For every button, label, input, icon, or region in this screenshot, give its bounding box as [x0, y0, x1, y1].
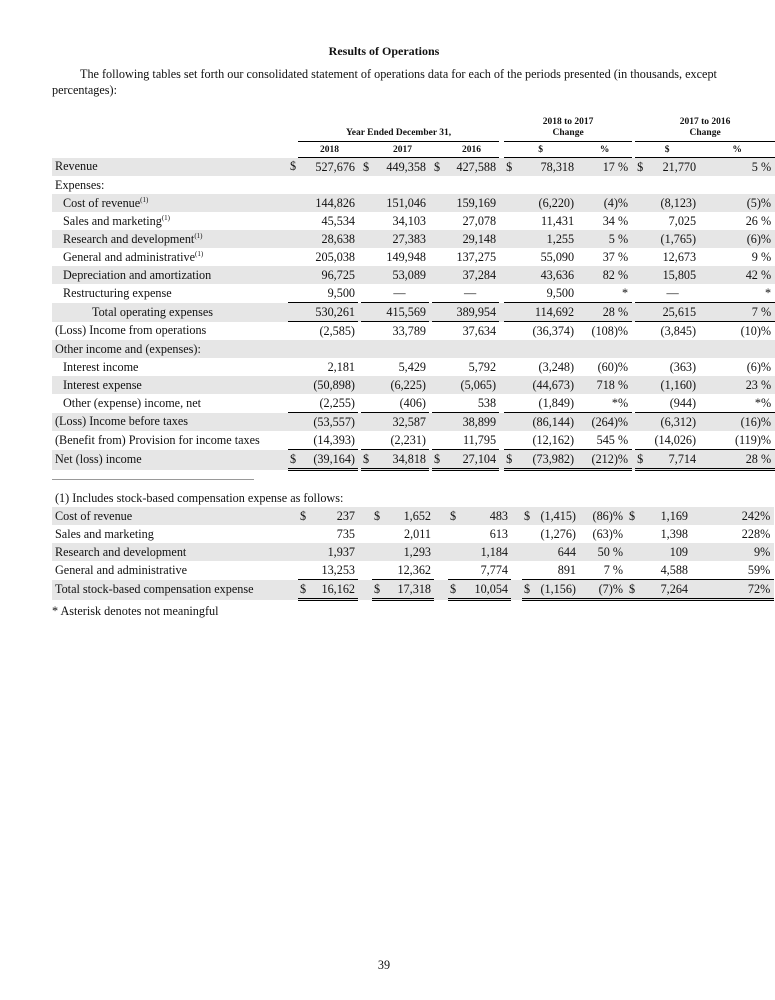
row-label: Expenses: — [55, 177, 105, 192]
change1-dollar: 78,318 — [518, 158, 577, 177]
row-other-income-header — [52, 340, 775, 358]
row-label: Interest income — [63, 359, 139, 374]
row-label: Sales and marketing$^{(1)}$ — [63, 213, 170, 228]
stock-compensation-table — [52, 489, 774, 601]
sbc-row-total: Total stock-based compensation expense $ 16,162 $ 17,318 $ 10,054 $ (1,156) (7)% $ 7,264 72% — [52, 580, 774, 600]
sbc-intro-row — [52, 489, 774, 507]
col-change2-percent: % — [699, 142, 775, 158]
sbc-intro: (1) Includes stock-based compensation expense as follows: — [55, 490, 344, 505]
row-restructuring: Restructuring expense 9,500 — — 9,500 * — * — [52, 284, 775, 303]
row-label: (Benefit from) Provision for income taxes — [55, 432, 260, 447]
row-net-income: Net (loss) income $ (39,164) $ 34,818 $ 27,104 $ (73,982) (212)% $ 7,714 28 % — [52, 450, 775, 470]
col-change1-dollar: $ — [504, 142, 577, 158]
row-label: Depreciation and amortization — [52, 266, 288, 284]
change2-percent: 5 % — [699, 158, 775, 177]
change1-percent: 17 % — [577, 158, 632, 177]
row-general-admin: General and administrative$^{(1)}$ 205,038 149,948 137,275 55,090 37 % 12,673 9 % — [52, 248, 775, 266]
row-label: Net (loss) income — [52, 450, 288, 470]
row-label: Cost of revenue — [52, 507, 298, 525]
operations-table — [52, 117, 775, 471]
row-income-from-operations: (Loss) Income from operations (2,585) 33,789 37,634 (36,374) (108)% (3,845) (10)% — [52, 322, 775, 341]
value-2017: 449,358 — [373, 158, 429, 177]
row-label: Cost of revenue$^{(1)}$ — [52, 194, 288, 212]
row-other-expense-net: Other (expense) income, net (2,255) (406) 538 (1,849) *% (944) *% — [52, 394, 775, 413]
col-2016: 2016 — [444, 142, 499, 158]
row-label: Sales and marketing — [55, 526, 154, 541]
asterisk-note: * Asterisk denotes not meaningful — [52, 604, 219, 618]
row-label: (Loss) Income from operations — [55, 323, 207, 338]
footnote-marker: (1) — [140, 195, 149, 204]
row-label: Total operating expenses — [52, 303, 288, 322]
row-research-development: Research and development$^{(1)}$ 28,638 27,383 29,148 1,255 5 % (1,765) (6)% — [52, 230, 775, 248]
change2-dollar: 21,770 — [649, 158, 699, 177]
row-label: General and administrative — [55, 562, 187, 577]
row-income-before-taxes: (Loss) Income before taxes (53,557) 32,587 38,899 (86,144) (264)% (6,312) (16)% — [52, 413, 775, 432]
col-change1-percent: % — [577, 142, 632, 158]
row-sales-marketing: Sales and marketing$^{(1)}$ 45,534 34,103 27,078 11,431 34 % 7,025 26 % — [52, 212, 775, 230]
row-label: Research and development — [52, 543, 298, 561]
row-label: General and administrative$^{(1)}$ — [63, 249, 204, 264]
row-income-taxes: (Benefit from) Provision for income taxes (14,393) (2,231) 11,795 (12,162) 545 % (14,026) (119)% — [52, 431, 775, 450]
section-title: Results of Operations — [328, 44, 440, 58]
footnote-marker: (1) — [194, 231, 203, 240]
sbc-row-cost-of-revenue: Cost of revenue $ 237 $ 1,652 $ 483 $ (1,415) (86)% $ 1,169 242% — [52, 507, 774, 525]
row-label: Research and development$^{(1)}$ — [52, 230, 288, 248]
value-2018: 527,676 — [298, 158, 358, 177]
col-2018: 2018 — [298, 142, 361, 158]
col-change2-dollar: $ — [635, 142, 699, 158]
row-label: (Loss) Income before taxes — [52, 413, 288, 432]
row-cost-of-revenue: Cost of revenue$^{(1)}$ 144,826 151,046 159,169 (6,220) (4)% (8,123) (5)% — [52, 194, 775, 212]
row-label: Total stock-based compensation expense — [52, 580, 298, 600]
intro-paragraph: The following tables set forth our consolidated statement of operations data for each of the periods presented (in thousands, except percentages): — [52, 67, 717, 97]
col-2017: 2017 — [373, 142, 432, 158]
row-label: Other (expense) income, net — [63, 395, 202, 410]
sbc-row-research-development: Research and development 1,937 1,293 1,184 644 50 % 109 9% — [52, 543, 774, 561]
sbc-row-sales-marketing: Sales and marketing 735 2,011 613 (1,276) (63)% 1,398 228% — [52, 525, 774, 543]
row-interest-expense: Interest expense (50,898) (6,225) (5,065) (44,673) 718 % (1,160) 23 % — [52, 376, 775, 394]
footnote-separator — [52, 479, 254, 480]
footnote-marker: (1) — [194, 249, 204, 258]
row-label: Interest expense — [52, 376, 288, 394]
change-2017-2016-header: 2017 to 2016 Change — [635, 117, 775, 142]
change-2018-2017-header: 2018 to 2017 Change — [504, 117, 632, 142]
row-total-operating-expenses: Total operating expenses 530,261 415,569 389,954 114,692 28 % 25,615 7 % — [52, 303, 775, 322]
row-label: Revenue — [52, 158, 288, 177]
dollar-sign: $ — [288, 158, 298, 177]
value-2016: 427,588 — [444, 158, 499, 177]
row-expenses-header — [52, 176, 775, 194]
row-revenue: Revenue $ 527,676 $ 449,358 $ 427,588 $ 78,318 17 % $ 21,770 5 % — [52, 158, 775, 177]
row-interest-income: Interest income 2,181 5,429 5,792 (3,248) (60)% (363) (6)% — [52, 358, 775, 376]
row-label: Restructuring expense — [63, 285, 172, 300]
footnote-marker: (1) — [161, 213, 170, 222]
page-number: 39 — [377, 958, 391, 972]
row-label: Other income and (expenses): — [52, 340, 775, 358]
year-group-header: Year Ended December 31, — [298, 117, 499, 142]
sbc-row-general-admin: General and administrative 13,253 12,362 7,774 891 7 % 4,588 59% — [52, 561, 774, 580]
row-depreciation: Depreciation and amortization 96,725 53,089 37,284 43,636 82 % 15,805 42 % — [52, 266, 775, 284]
